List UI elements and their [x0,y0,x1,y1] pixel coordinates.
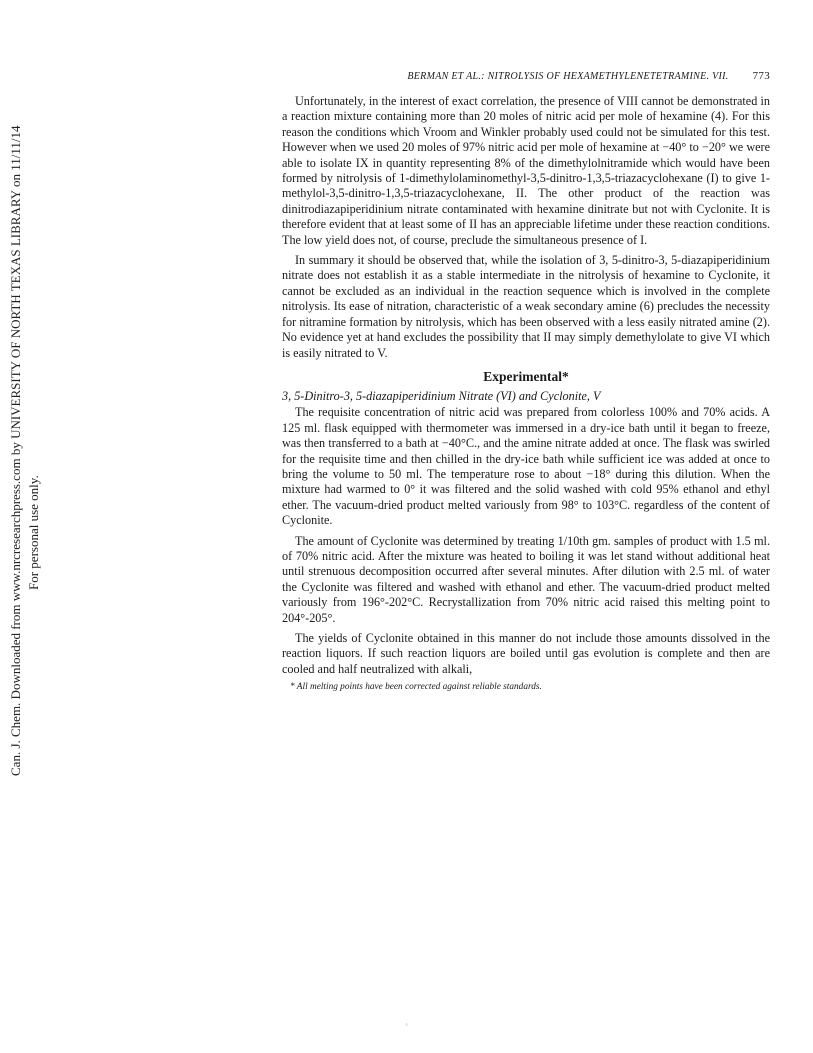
section-heading-text: Experimental [483,368,562,384]
running-title: BERMAN ET AL.: NITROLYSIS OF HEXAMETHYLENETETRAMINE. VII. [407,71,729,82]
article-page [282,70,770,692]
page-header [282,70,770,82]
paragraph-cyclonite-amount: The amount of Cyclonite was determined by treating 1/10th gm. samples of product with 1.5 ml. of 70% nitric acid. After the mixture was heated to boiling it was let stand without additional heat until strenuous decomposition occurred after several minutes. After dilution with 2.5 ml. of water the Cyclonite was filtered and washed with ethanol and ether. The vacuum-dried product melted variously from 196°-202°C. Recrystallization from 70% nitric acid raised this melting point to 204°-205°. [282,533,770,625]
paragraph-preparation: The requisite concentration of nitric acid was prepared from colorless 100% and 70% acids. A 125 ml. flask equipped with thermometer was immersed in a dry-ice bath until it began to freeze, was then transferred to a bath at −40°C., and the amine nitrate added at once. The flask was swirled for the requisite time and then chilled in the dry-ice bath while sufficient ice was added at once to bring the volume to 50 ml. The temperature rose to about −18° during this dilution. When the mixture had warmed to 0° it was filtered and the solid washed with cold 95% ethanol and ethyl ether. The vacuum-dried product melted variously from 98° to 103°C. regardless of the content of Cyclonite. [282,405,770,528]
subsection-heading: 3, 5-Dinitro-3, 5-diazapiperidinium Nitrate (VI) and Cyclonite, V [282,388,601,403]
scan-mark: ◦ [405,1020,408,1029]
footnote-marker: * [562,368,569,384]
personal-use-notice: For personal use only. [26,475,41,590]
paragraph-yields: The yields of Cyclonite obtained in this manner do not include those amounts dissolved in the reaction liquors. If such reaction liquors are boiled until gas evolution is complete and then are cooled and half neutralized with alkali, [282,631,770,676]
section-heading [282,369,770,385]
download-notice: Can. J. Chem. Downloaded from www.nrcresearchpress.com by UNIVERSITY OF NORTH TEXAS LIBRARY on 11/11/14 [8,125,23,776]
download-watermark [0,0,48,1053]
paragraph-summary: In summary it should be observed that, while the isolation of 3, 5-dinitro-3, 5-diazapiperidinium nitrate does not establish it as a stable intermediate in the nitrolysis of hexamine to Cyclonite, it cannot be excluded as an individual in the reaction sequence which is involved in the complete nitrolysis. Its ease of nitration, characteristic of a weak secondary amine (6) precludes the necessity for nitramine formation by nitrolysis, which has been observed with a less easily nitrated amine (2). No evidence yet at hand excludes the possibility that II may simply demethylolate to give VI which is easily nitrated to V. [282,253,770,360]
footnote: * All melting points have been corrected against reliable standards. [290,682,542,693]
page-number: 773 [752,70,770,82]
paragraph-correlation: Unfortunately, in the interest of exact correlation, the presence of VIII cannot be demonstrated in a reaction mixture containing more than 20 moles of nitric acid per mole of hexamine (4). For this reason the conditions which Vroom and Winkler probably used could not be simulated for this test. However when we used 20 moles of 97% nitric acid per mole of hexamine at −40° to −20° we were able to isolate IX in quantity representing 8% of the dimethylolnitramide which would have been formed by nitrolysis of 1-dimethylolaminomethyl-3,5-dinitro-1,3,5-triazacyclohexane (I) to give 1-methylol-3,5-dinitro-1,3,5-triazacyclohexane, II. The other product of the reaction was dinitrodiazapiperidinium nitrate contaminated with hexamine dinitrate but not with Cyclonite. It is therefore evident that at least some of II has an appreciable lifetime under these reaction conditions. The low yield does not, of course, preclude the simultaneous presence of I. [282,94,770,247]
